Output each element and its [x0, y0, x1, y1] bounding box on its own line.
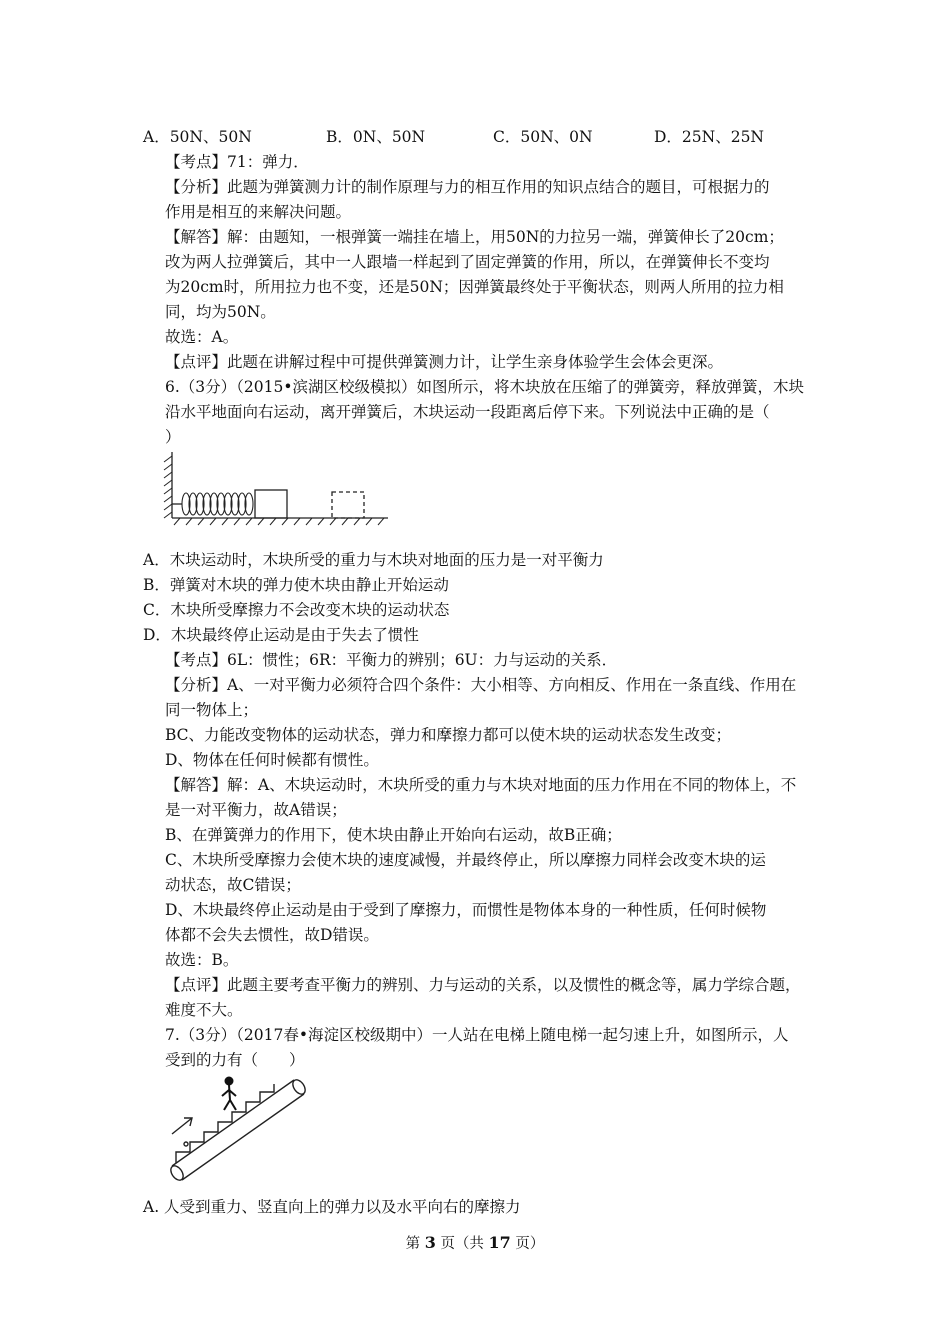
footer-prefix: 第 — [405, 1236, 421, 1252]
q5-kaodian: 【考点】71：弹力． — [165, 153, 309, 171]
q6-jieda-line: 【解答】解：A、木块运动时，木块所受的重力与木块对地面的压力作用在不同的物体上，不 — [165, 776, 797, 794]
q6-fenxi-line: 同一物体上； — [165, 701, 259, 719]
q6-jieda-line: B、在弹簧弹力的作用下，使木块由静止开始向右运动，故B正确； — [165, 826, 622, 844]
q5-option-d: D．25N、25N — [654, 128, 764, 146]
q6-fenxi-line: D、物体在任何时候都有惯性。 — [165, 751, 379, 769]
q7-stem-line: 受到的力有（ ） — [165, 1051, 305, 1069]
q6-kaodian: 【考点】6L：惯性；6R：平衡力的辨别；6U：力与运动的关系． — [165, 651, 618, 669]
q5-option-c: C．50N、0N — [493, 128, 593, 146]
footer-total-pages: 17 — [488, 1233, 511, 1252]
q6-stem-line: 沿水平地面向右运动，离开弹簧后，木块运动一段距离后停下来。下列说法中正确的是（ — [165, 403, 770, 421]
q6-option-b: B．弹簧对木块的弹力使木块由静止开始运动 — [143, 576, 449, 594]
q6-jieda-line: 动状态，故C错误； — [165, 876, 301, 894]
footer-page-number: 3 — [424, 1233, 436, 1252]
q6-fenxi-line: BC、力能改变物体的运动状态，弹力和摩擦力都可以使木块的运动状态发生改变； — [165, 726, 732, 744]
q6-dianping: 【点评】此题主要考查平衡力的辨别、力与运动的关系，以及惯性的概念等，属力学综合题， — [165, 976, 801, 994]
q7-stem-line: 7.（3分）（2017春•海淀区校级期中）一人站在电梯上随电梯一起匀速上升，如图所示，人 — [165, 1026, 789, 1044]
q6-jieda-line: D、木块最终停止运动是由于受到了摩擦力，而惯性是物体本身的一种性质，任何时候物 — [165, 901, 767, 919]
q6-jieda-line: 是一对平衡力，故A错误； — [165, 801, 347, 819]
q6-stem-line: ） — [165, 428, 181, 446]
q6-fenxi-line: 【分析】A、一对平衡力必须符合四个条件：大小相等、方向相反、作用在一条直线、作用在 — [165, 676, 797, 694]
page-footer — [0, 1232, 950, 1253]
footer-middle: 页（共 — [440, 1236, 484, 1252]
q5-option-a: A．50N、50N — [143, 128, 252, 146]
q5-dianping: 【点评】此题在讲解过程中可提供弹簧测力计，让学生亲身体验学生会体会更深。 — [165, 353, 724, 371]
q5-fenxi-line: 作用是相互的来解决问题。 — [165, 203, 352, 221]
q5-option-b: B．0N、50N — [326, 128, 426, 146]
q6-jieda-line: C、木块所受摩擦力会使木块的速度减慢，并最终停止，所以摩擦力同样会改变木块的运 — [165, 851, 766, 869]
q5-jieda-line: 为20cm时，所用拉力也不变，还是50N；因弹簧最终处于平衡状态，则两人所用的拉力相 — [165, 278, 784, 296]
q6-stem-line: 6.（3分）（2015•滨湖区校级模拟）如图所示，将木块放在压缩了的弹簧旁，释放弹簧，木块 — [165, 378, 804, 396]
q5-answer: 故选：A。 — [165, 328, 239, 346]
q6-answer: 故选：B。 — [165, 951, 239, 969]
q6-option-a: A．木块运动时，木块所受的重力与木块对地面的压力是一对平衡力 — [143, 551, 604, 569]
escalator-figure — [160, 1074, 310, 1186]
q6-option-d: D．木块最终停止运动是由于失去了惯性 — [143, 626, 419, 644]
q5-jieda-line: 【解答】解：由题知，一根弹簧一端挂在墙上，用50N的力拉另一端，弹簧伸长了20cm； — [165, 228, 784, 246]
q6-option-c: C．木块所受摩擦力不会改变木块的运动状态 — [143, 601, 450, 619]
q5-jieda-line: 同，均为50N。 — [165, 303, 276, 321]
q6-dianping: 难度不大。 — [165, 1001, 243, 1019]
q5-fenxi-line: 【分析】此题为弹簧测力计的制作原理与力的相互作用的知识点结合的题目，可根据力的 — [165, 178, 770, 196]
footer-suffix: 页） — [515, 1236, 545, 1252]
q7-option-a: A. 人受到重力、竖直向上的弹力以及水平向右的摩擦力 — [143, 1198, 521, 1216]
q6-jieda-line: 体都不会失去惯性，故D错误。 — [165, 926, 379, 944]
q5-jieda-line: 改为两人拉弹簧后，其中一人跟墙一样起到了固定弹簧的作用，所以，在弹簧伸长不变均 — [165, 253, 770, 271]
spring-block-figure — [160, 448, 395, 528]
